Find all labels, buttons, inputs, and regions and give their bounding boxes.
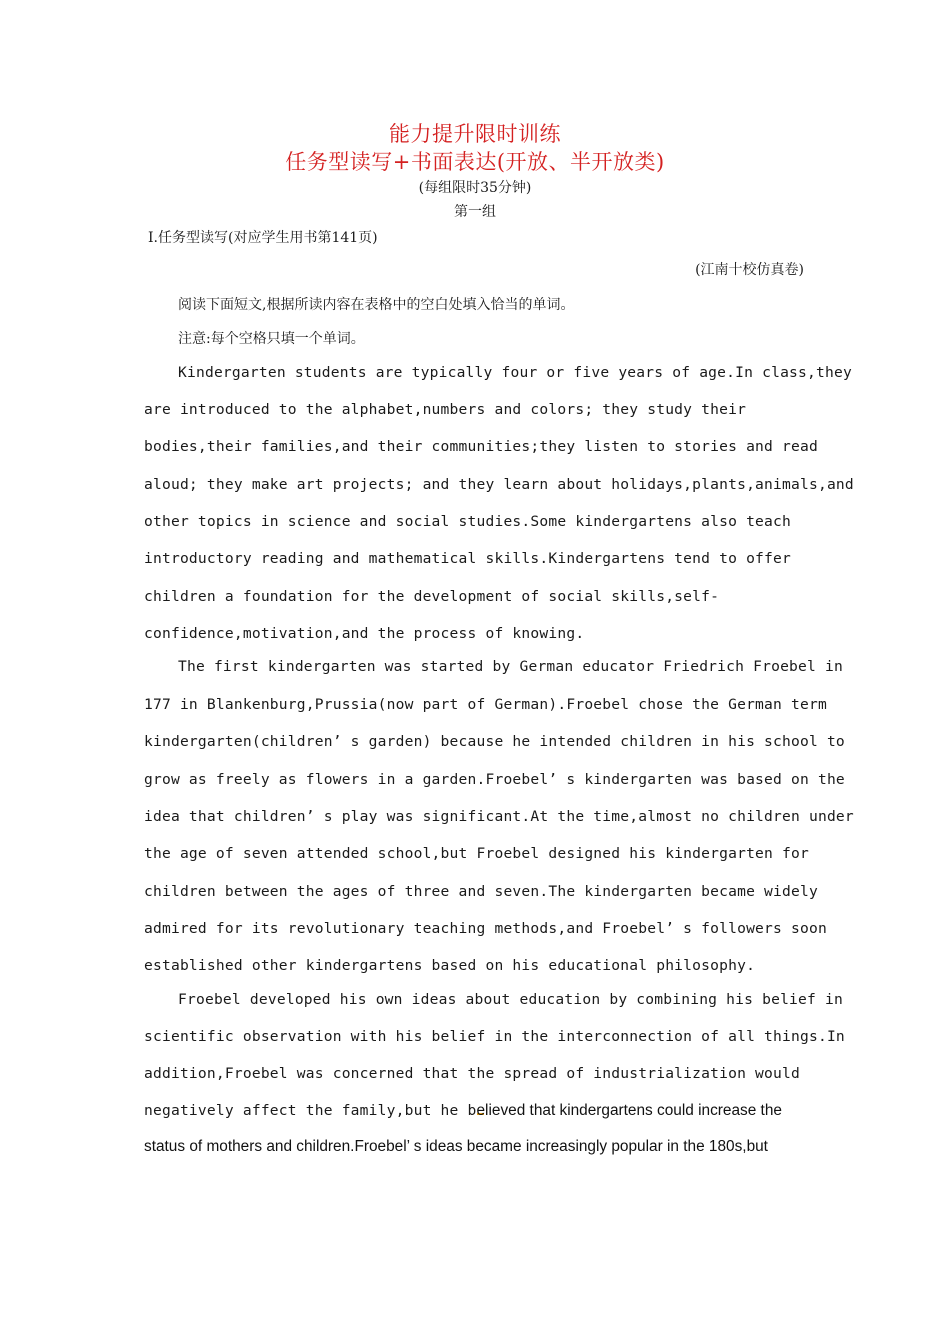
passage-line: admired for its revolutionary teaching methods,and Froebel’ s followers soon <box>144 920 827 937</box>
source-label: (江南十校仿真卷) <box>695 262 804 278</box>
passage-line: established other kindergartens based on his educational philosophy. <box>144 957 756 974</box>
passage-line <box>144 1100 782 1120</box>
passage-line: scientific observation with his belief in the interconnection of all things.In <box>144 1028 845 1045</box>
passage-line: idea that children’ s play was significant.At the time,almost no children under <box>144 808 854 825</box>
passage-line: kindergarten(children’ s garden) because he intended children in his school to <box>144 733 845 750</box>
passage-line: children a foundation for the development of social skills,self- <box>144 588 720 605</box>
passage-line: status of mothers and children.Froebel’ s ideas became increasingly popular in the 180s,but <box>144 1138 768 1155</box>
passage-line: confidence,motivation,and the process of knowing. <box>144 625 585 642</box>
passage-line: Kindergarten students are typically four or five years of age.In class,they <box>178 364 852 381</box>
time-limit: (每组限时35分钟) <box>418 180 532 196</box>
page-title: 能力提升限时训练 <box>389 122 561 146</box>
passage-line: the age of seven attended school,but Froebel designed his kindergarten for <box>144 845 809 862</box>
passage-line: The first kindergarten was started by German educator Friedrich Froebel in <box>178 658 843 675</box>
passage-line: children between the ages of three and seven.The kindergarten became widely <box>144 883 818 900</box>
passage-line: other topics in science and social studies.Some kindergartens also teach <box>144 513 792 530</box>
title-block <box>0 120 950 224</box>
note-text: 注意:每个空格只填一个单词。 <box>178 331 365 347</box>
passage-line: Froebel developed his own ideas about education by combining his belief in <box>178 991 843 1008</box>
passage-line: aloud; they make art projects; and they learn about holidays,plants,animals,and <box>144 476 854 493</box>
passage-line: addition,Froebel was concerned that the spread of industrialization would <box>144 1065 800 1082</box>
page-subtitle: 任务型读写+书面表达(开放、半开放类) <box>285 150 665 174</box>
passage-line: 177 in Blankenburg,Prussia(now part of German).Froebel chose the German term <box>144 696 827 713</box>
section-heading: Ⅰ.任务型读写(对应学生用书第141页) <box>148 230 378 246</box>
passage-line: bodies,their families,and their communities;they listen to stories and read <box>144 438 818 455</box>
passage-line: introductory reading and mathematical skills.Kindergartens tend to offer <box>144 550 792 567</box>
group-label: 第一组 <box>454 204 496 220</box>
passage-line: are introduced to the alphabet,numbers and colors; they study their <box>144 401 747 418</box>
passage-line-sans-part: elieved that kindergartens could increase the <box>476 1102 782 1119</box>
passage-line-mono-part: negatively affect the family,but he b <box>144 1102 477 1119</box>
instruction-text: 阅读下面短文,根据所读内容在表格中的空白处填入恰当的单词。 <box>178 297 575 313</box>
passage-line: grow as freely as flowers in a garden.Froebel’ s kindergarten was based on the <box>144 771 845 788</box>
